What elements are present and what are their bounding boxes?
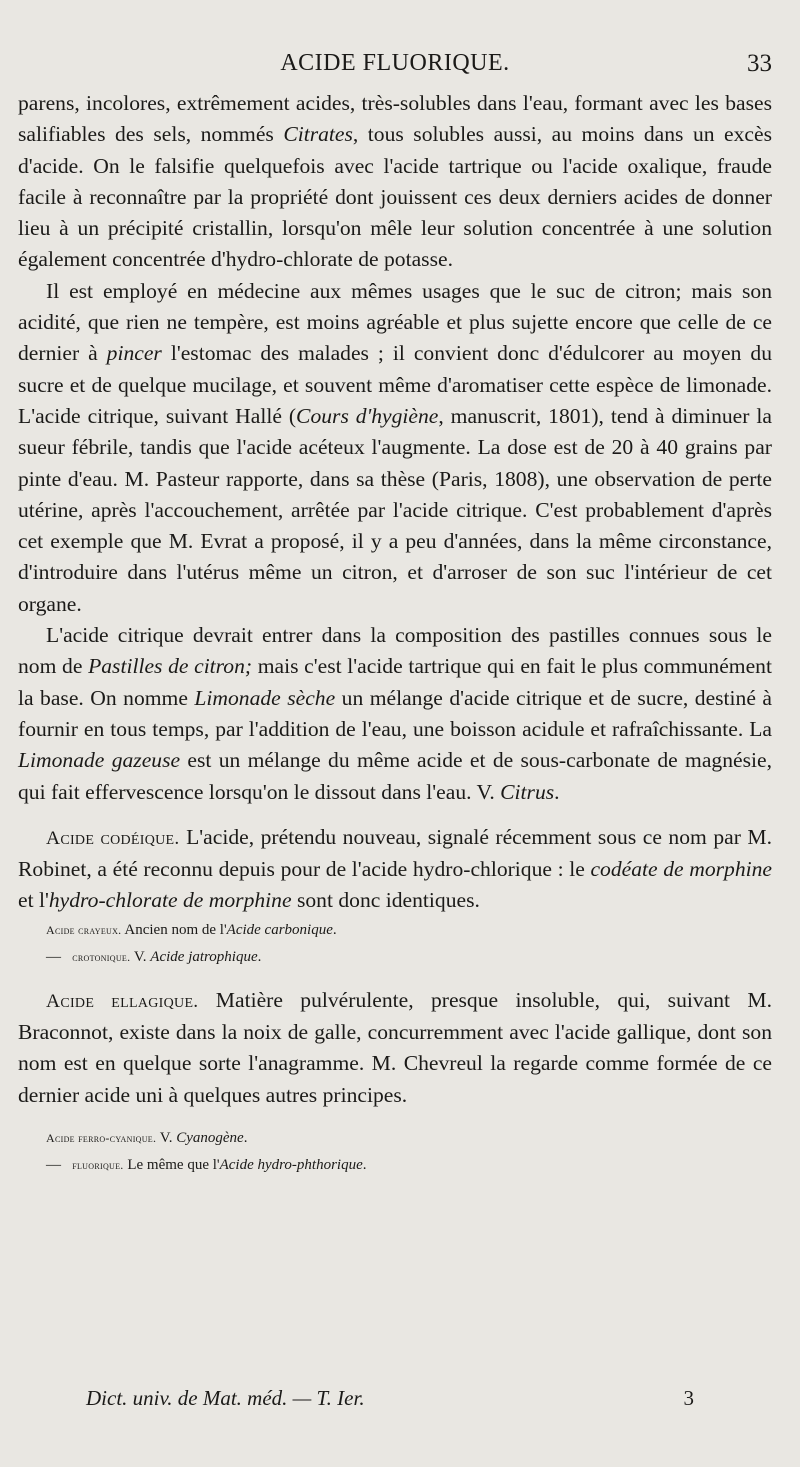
- text-run: Ancien nom de l': [121, 921, 227, 938]
- entry-acide-ferro-cyanique: [18, 1125, 772, 1152]
- entry-headword: Acide ferro-cyanique.: [46, 1130, 157, 1145]
- entry-headword: Acide codéique.: [46, 827, 180, 849]
- italic-term: Limonade sèche: [194, 685, 336, 710]
- entry-acide-crayeux: [18, 917, 772, 944]
- text-run: Il est employé en médecine aux mêmes usages que le suc de citron; mais son acidité, que rien ne tempère, est moins agréable et plus sujette encore que celle de ce dernier à: [18, 278, 772, 366]
- text-run: .: [554, 779, 560, 804]
- entry-dash: —: [46, 1156, 61, 1173]
- entry-headword: crotonique.: [72, 949, 131, 964]
- page-number: 33: [747, 50, 772, 77]
- italic-term: Acide hydro-phthorique: [219, 1156, 363, 1173]
- text-run: L'acide, prétendu nouveau, signalé récemment sous ce nom par M. Robinet, a été reconnu depuis pour de l'acide hydro-chlorique : le: [18, 824, 772, 882]
- text-run: mais c'est l'acide tartrique qui en fait le plus communément la base. On nomme: [18, 654, 772, 710]
- entry-acide-ellagique: [18, 985, 772, 1111]
- paragraph-citric-medicine: [18, 276, 772, 620]
- text-run: sont donc identiques.: [291, 888, 480, 913]
- paragraph-citric-properties: [18, 88, 772, 276]
- italic-term: Cours d'hygiène: [296, 403, 439, 428]
- italic-term: Acide jatrophique: [150, 948, 258, 965]
- entry-acide-fluorique: [18, 1152, 772, 1179]
- italic-term: Cyanogène: [176, 1129, 244, 1146]
- text-run: .: [257, 948, 262, 965]
- entry-headword: fluorique.: [72, 1157, 124, 1172]
- text-run: et l': [18, 888, 49, 913]
- entry-dash: —: [46, 948, 61, 965]
- page-body: [18, 88, 772, 1179]
- text-run: L'acide citrique devrait entrer dans la composition des pastilles connues sous le nom de: [18, 623, 772, 679]
- footer-reference: Dict. univ. de Mat. méd. — T. Ier.: [86, 1386, 365, 1410]
- text-run: .: [332, 921, 337, 938]
- text-run: .: [362, 1156, 367, 1173]
- italic-term: Pastilles de citron;: [88, 654, 253, 679]
- entry-acide-codeique: [18, 822, 772, 917]
- running-header: [18, 50, 772, 86]
- text-run: V.: [130, 948, 151, 965]
- text-run: , tous solubles aussi, au moins dans un excès d'acide. On le falsifie quelquefois avec l'acide tartrique ou l'acide oxalique, fraude facile à reconnaître par la propriété dont jouissent ces deux derniers acides de donner lieu à un précipité cristallin, lorsqu'on mêle leur solution concentrée à une solution également concentrée d'hydro-chlorate de potasse.: [18, 122, 772, 272]
- italic-term: Acide carbonique: [226, 921, 333, 938]
- text-run: un mélange d'acide citrique et de sucre, destiné à fournir en tous temps, par l'addition de l'eau, une boisson acidule et rafraîchissante. La: [18, 685, 772, 741]
- text-run: .: [243, 1129, 248, 1146]
- italic-term: hydro-chlorate de morphine: [48, 888, 292, 913]
- text-run: Le même que l': [123, 1156, 220, 1173]
- italic-term: Citrates: [283, 122, 353, 147]
- running-title: ACIDE FLUORIQUE.: [280, 50, 510, 76]
- paragraph-citric-pastilles: [18, 620, 772, 808]
- text-run: Matière pulvérulente, presque insoluble, qui, suivant M. Braconnot, existe dans la noix de galle, concurremment avec l'acide gallique, dont son nom est en quelque sorte l'anagramme. M. Chevreul la regarde comme formée de ce dernier acide uni à quelques autres principes.: [18, 987, 772, 1107]
- text-run: est un mélange du même acide et de sous-carbonate de magnésie, qui fait effervescence lorsqu'on le dissout dans l'eau. V.: [18, 748, 772, 804]
- signature-mark: 3: [683, 1386, 694, 1410]
- text-run: V.: [156, 1129, 177, 1146]
- italic-term: codéate de morphine: [590, 857, 773, 882]
- text-run: , manuscrit, 1801), tend à diminuer la sueur fébrile, tandis que l'acide acéteux l'augmente. La dose est de 20 à 40 grains par pinte d'eau. M. Pasteur rapporte, dans sa thèse (Paris, 1808), une observation de perte utérine, après l'accouchement, arrêtée par l'acide citrique. C'est probablement d'après cet exemple que M. Evrat a proposé, il y a peu d'années, dans la même circonstance, d'introduire dans l'utérus même un citron, et d'arroser de son suc l'intérieur de cet organe.: [18, 403, 772, 616]
- entry-acide-crotonique: [18, 944, 772, 971]
- text-run: l'estomac des malades ; il convient donc d'édulcorer au moyen du sucre et de quelque mucilage, et souvent même d'aromatiser cette espèce de limonade. L'acide citrique, suivant Hallé (: [18, 341, 772, 428]
- text-run: parens, incolores, extrêmement acides, très-solubles dans l'eau, formant avec les bases salifiables des sels, nommés: [18, 91, 772, 147]
- entry-headword: Acide ellagique.: [46, 990, 199, 1012]
- italic-term: Citrus: [500, 779, 555, 804]
- page-footer: [86, 1386, 694, 1418]
- italic-term: pincer: [106, 341, 162, 366]
- italic-term: Limonade gazeuse: [18, 748, 181, 773]
- entry-headword: Acide crayeux.: [46, 922, 122, 937]
